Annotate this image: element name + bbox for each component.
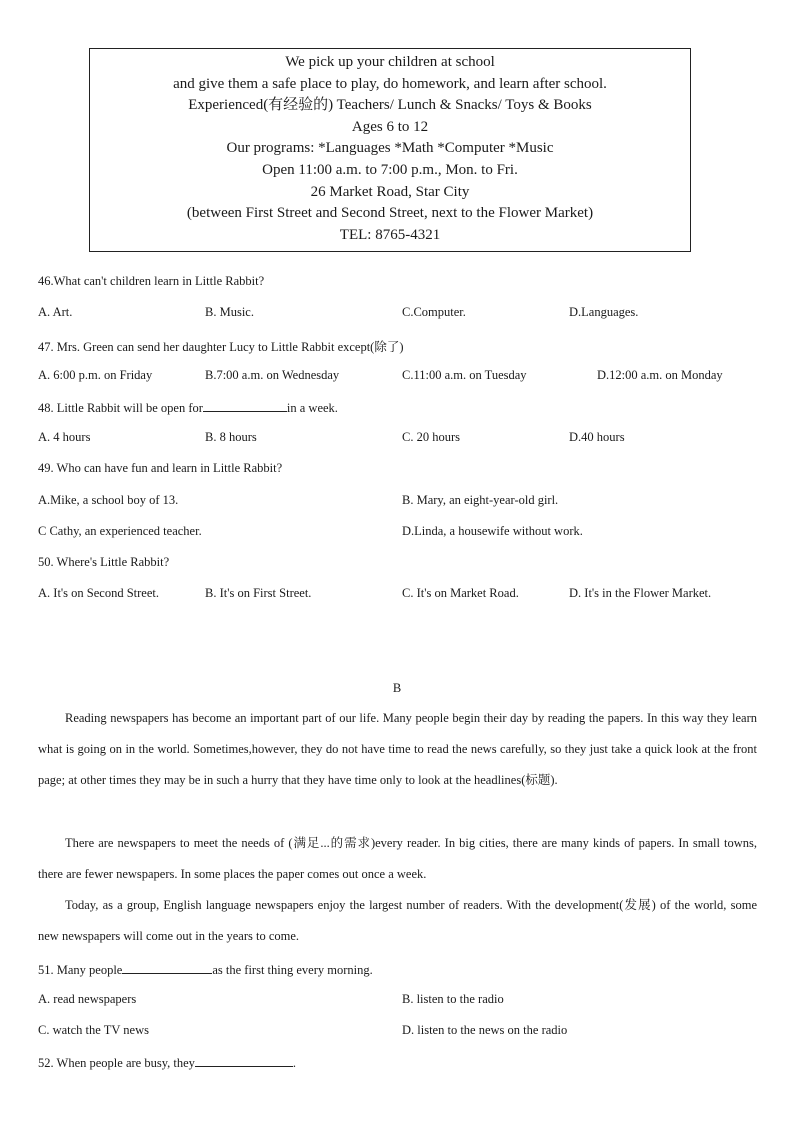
q48-option-b: B. 8 hours — [205, 430, 257, 444]
q50-option-c: C. It's on Market Road. — [402, 586, 519, 600]
q47-option-a: A. 6:00 p.m. on Friday — [38, 368, 153, 382]
q49-option-d: D.Linda, a housewife without work. — [402, 524, 583, 538]
q48-option-a: A. 4 hours — [38, 430, 91, 444]
passage-paragraph-3: Today, as a group, English language newspapers enjoy the largest number of readers. With the development(发展) of the world, some new newspapers will come out in the years to come. — [38, 898, 757, 944]
q48-text-after: in a week. — [286, 401, 338, 415]
ad-line-teachers: Experienced(有经验的) Teachers/ Lunch & Snacks/ Toys & Books — [188, 97, 592, 114]
ad-line-phone: TEL: 8765-4321 — [339, 226, 441, 243]
q50-option-d: D. It's in the Flower Market. — [569, 586, 712, 600]
q47-option-c: C.11:00 a.m. on Tuesday — [402, 368, 527, 382]
question-46: 46.What can't children learn in Little Rabbit? — [38, 274, 265, 288]
q50-option-b: B. It's on First Street. — [205, 586, 312, 600]
q46-option-c: C.Computer. — [402, 305, 466, 319]
passage-paragraph-1: Reading newspapers has become an important part of our life. Many people begin their day by reading the papers. In this way they learn what is going on in the world. Sometimes,however, they do not have time to read the news carefully, so they just take a quick look at the front page; at other times they may be in such a hurry that they have time only to look at the headlines(标题). — [38, 711, 757, 788]
q48-text-before: 48. Little Rabbit will be open for — [38, 401, 203, 415]
q52-text-before: 52. When people are busy, they — [38, 1056, 195, 1070]
ad-line-address: 26 Market Road, Star City — [310, 183, 470, 200]
q47-option-d: D.12:00 a.m. on Monday — [597, 368, 723, 382]
q48-option-d: D.40 hours — [569, 430, 625, 444]
q51-option-a: A. read newspapers — [38, 992, 137, 1006]
q50-option-a: A. It's on Second Street. — [38, 586, 159, 600]
q51-option-c: C. watch the TV news — [38, 1023, 149, 1037]
question-52 — [38, 1054, 296, 1071]
advertisement-box — [89, 48, 691, 252]
ad-line-hours: Open 11:00 a.m. to 7:00 p.m., Mon. to Fri. — [262, 161, 518, 178]
q51-text-after: as the first thing every morning. — [212, 963, 373, 977]
q49-option-b: B. Mary, an eight-year-old girl. — [402, 493, 559, 507]
q51-option-b: B. listen to the radio — [402, 992, 504, 1006]
q46-option-d: D.Languages. — [569, 305, 639, 319]
question-47: 47. Mrs. Green can send her daughter Lucy to Little Rabbit except(除了) — [38, 340, 404, 354]
q52-text-after: . — [292, 1056, 297, 1070]
question-50: 50. Where's Little Rabbit? — [38, 555, 170, 569]
ad-line-pickup: We pick up your children at school — [285, 54, 495, 70]
passage-paragraph-2: There are newspapers to meet the needs of (满足...的需求)every reader. In big cities, there are many kinds of papers. In small towns, there are fewer newspapers. In some places the paper comes out once a week. — [38, 836, 757, 882]
q51-answer-blank — [122, 961, 212, 974]
q48-option-c: C. 20 hours — [402, 430, 460, 444]
q46-option-a: A. Art. — [38, 305, 73, 319]
ad-line-programs: Our programs: *Languages *Math *Computer *Music — [226, 140, 554, 157]
ad-line-ages: Ages 6 to 12 — [351, 118, 429, 135]
q51-option-d: D. listen to the news on the radio — [402, 1023, 568, 1037]
ad-line-safe-place: and give them a safe place to play, do homework, and learn after school. — [173, 75, 607, 92]
question-48 — [38, 399, 338, 416]
q51-text-before: 51. Many people — [38, 963, 123, 977]
section-b-title: B — [392, 681, 402, 695]
q48-answer-blank — [203, 399, 287, 412]
q49-option-a: A.Mike, a school boy of 13. — [38, 493, 179, 507]
q52-answer-blank — [195, 1054, 293, 1067]
question-51 — [38, 961, 373, 978]
ad-line-location: (between First Street and Second Street, next to the Flower Market) — [186, 205, 594, 222]
q46-option-b: B. Music. — [205, 305, 254, 319]
q49-option-c: C Cathy, an experienced teacher. — [38, 524, 202, 538]
question-49: 49. Who can have fun and learn in Little Rabbit? — [38, 461, 283, 475]
q47-option-b: B.7:00 a.m. on Wednesday — [205, 368, 340, 382]
